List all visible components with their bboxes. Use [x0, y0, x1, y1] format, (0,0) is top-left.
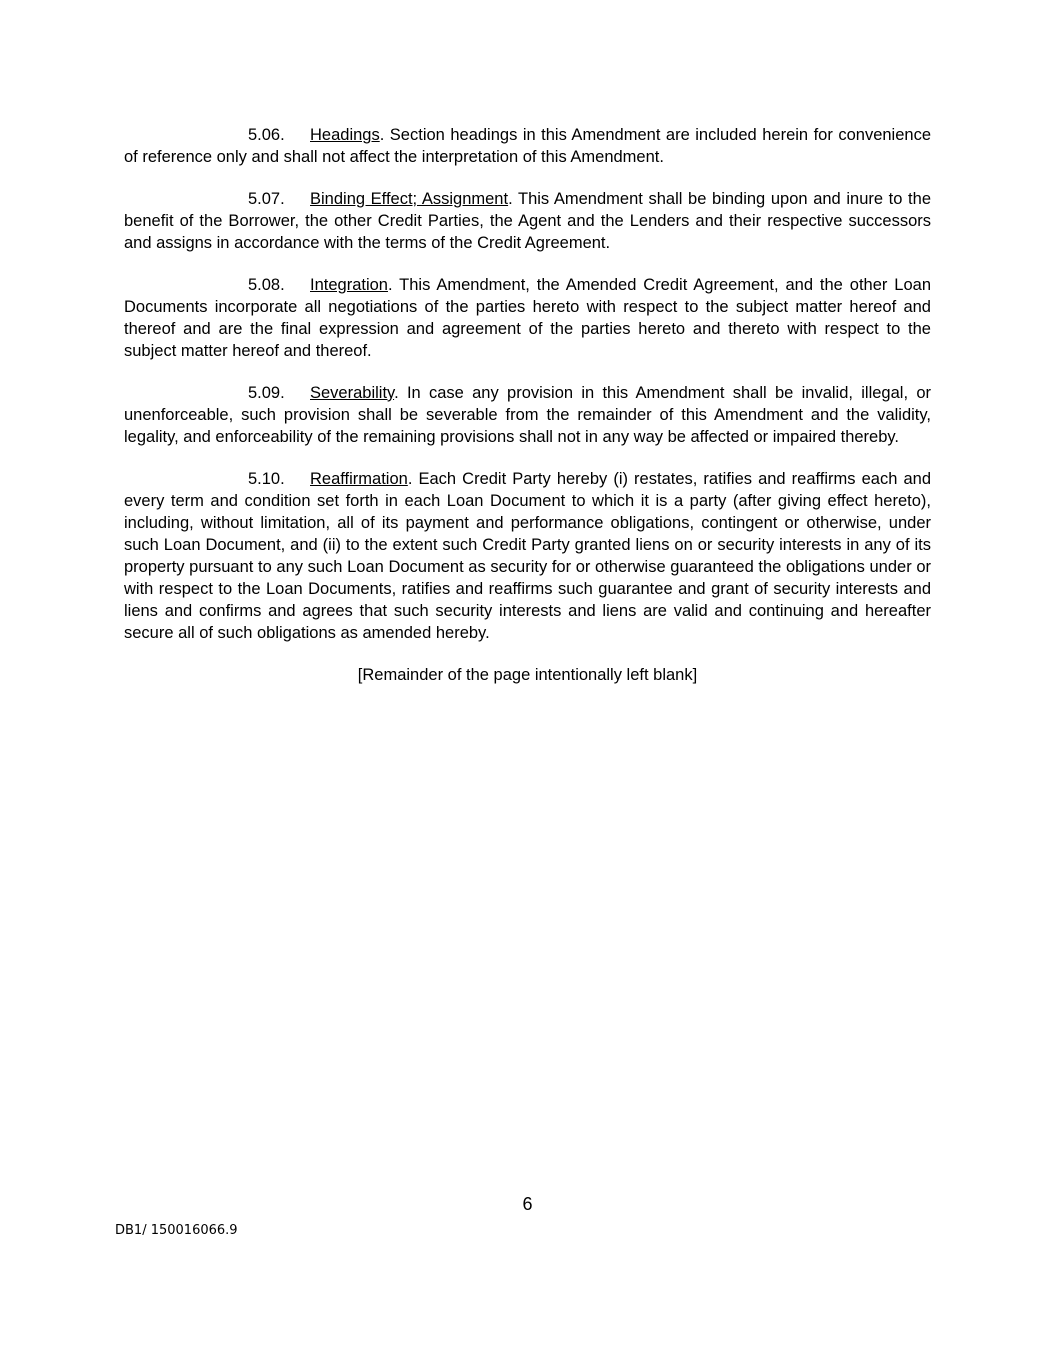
page-number: 6	[522, 1194, 533, 1214]
section-5-10	[124, 468, 931, 644]
section-heading: Severability	[310, 384, 395, 402]
section-number: 5.09.	[248, 384, 285, 402]
section-heading: Headings	[310, 126, 380, 144]
document-body	[124, 124, 931, 703]
section-heading: Integration	[310, 276, 388, 294]
section-5-06	[124, 124, 931, 168]
section-5-07	[124, 188, 931, 254]
section-text: . This Amendment shall be binding upon and inure to the benefit of the Borrower, the other Credit Parties, the Agent and the Lenders and their respective successors and assigns in accordance with the terms of the Credit Agreement.	[124, 190, 931, 252]
section-text: . This Amendment, the Amended Credit Agreement, and the other Loan Documents incorporate all negotiations of the parties hereto with respect to the subject matter hereof and thereof and are the final expression and agreement of the parties hereto and thereto with respect to the subject matter hereof and thereof.	[124, 276, 931, 360]
section-heading: Binding Effect; Assignment	[310, 190, 509, 208]
section-number: 5.08.	[248, 276, 285, 294]
section-text: . Each Credit Party hereby (i) restates, ratifies and reaffirms each and every term and condition set forth in each Loan Document to which it is a party (after giving effect hereto), including, without limitation, all of its payment and performance obligations, contingent or otherwise, under such Loan Document, and (ii) to the extent such Credit Party granted liens on or security interests in any of its property pursuant to any such Loan Document as security for or otherwise guaranteed the obligations under or with respect to the Loan Documents, ratifies and reaffirms such guarantee and grant of security interests and liens and confirms and agrees that such security interests and liens are valid and continuing and hereafter secure all of such obligations as amended hereby.	[124, 470, 931, 642]
section-text: . Section headings in this Amendment are included herein for convenience of reference only and shall not affect the interpretation of this Amendment.	[124, 126, 931, 166]
section-number: 5.07.	[248, 190, 285, 208]
section-heading: Reaffirmation	[310, 470, 408, 488]
document-id: DB1/ 150016066.9	[115, 1223, 238, 1238]
section-text: . In case any provision in this Amendment shall be invalid, illegal, or unenforceable, such provision shall be severable from the remainder of this Amendment and the validity, legality, and enforceability of the remaining provisions shall not in any way be affected or impaired thereby.	[124, 384, 931, 446]
section-5-09	[124, 382, 931, 448]
section-5-08	[124, 274, 931, 362]
section-number: 5.10.	[248, 470, 285, 488]
remainder-note: [Remainder of the page intentionally left blank]	[357, 666, 698, 684]
section-number: 5.06.	[248, 126, 285, 144]
